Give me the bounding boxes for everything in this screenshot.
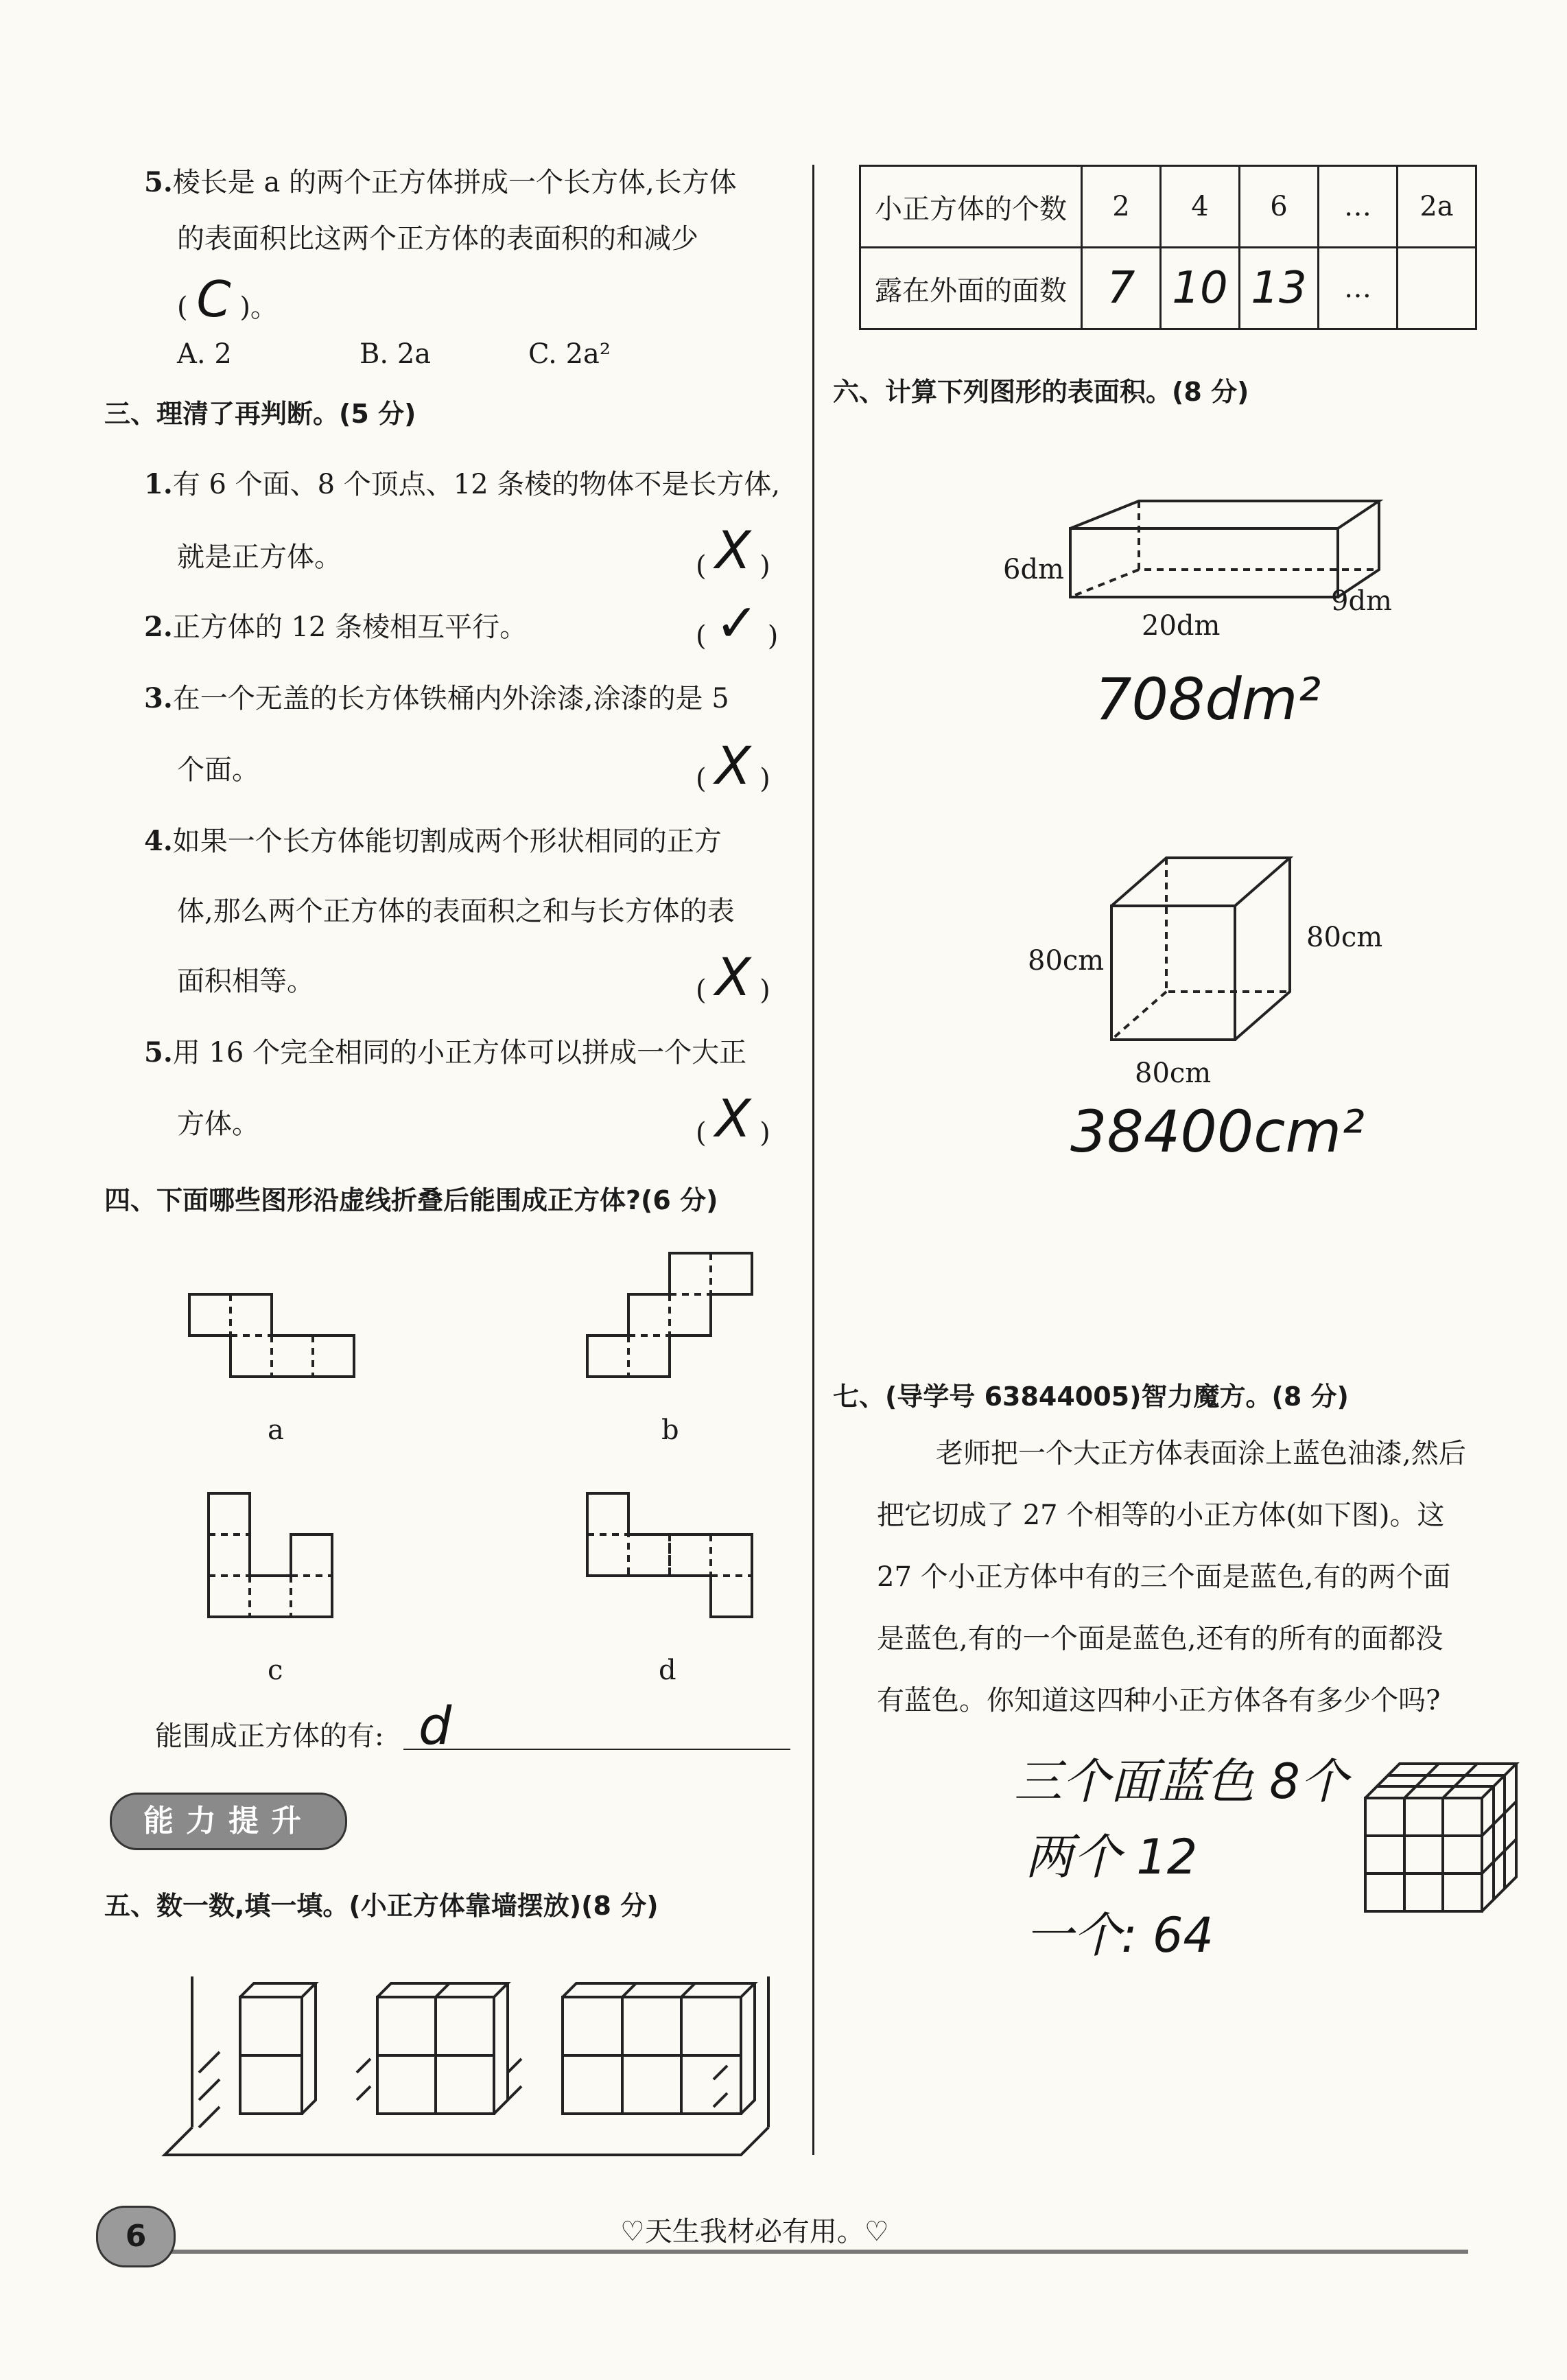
table-cell: 露在外面的面数	[860, 248, 1082, 329]
q5-line1	[144, 162, 737, 203]
cuboid-width-label: 9dm	[1331, 585, 1392, 617]
judge-item-5-number: 5.	[144, 1036, 173, 1069]
table-cell[interactable]	[1398, 248, 1476, 329]
sec7-handwritten-line-1[interactable]: 三个面蓝色 8个	[1014, 1753, 1348, 1810]
footer-motto	[620, 2211, 889, 2252]
section-5-title: 五、数一数,填一填。(小正方体靠墙摆放)(8 分)	[104, 1891, 659, 1921]
sec7-para-4: 是蓝色,有的一个面是蓝色,还有的所有的面都没	[877, 1623, 1444, 1655]
judge-item-5-mark[interactable]: X	[715, 1088, 751, 1149]
net-d	[587, 1493, 752, 1617]
sec4-handwritten-answer[interactable]: d	[419, 1695, 452, 1756]
cuboid-length-label: 20dm	[1142, 610, 1221, 642]
sec7-handwritten-line-2[interactable]: 两个 12	[1025, 1829, 1198, 1885]
paren-open: (	[177, 292, 188, 323]
paren-open: (	[696, 550, 707, 582]
sec4-answer-line[interactable]	[403, 1749, 790, 1750]
judge-item-3-mark[interactable]: X	[715, 735, 751, 796]
judge-item-1-line1	[144, 464, 780, 505]
table-cell: 2a	[1398, 166, 1476, 248]
column-divider	[812, 165, 814, 2155]
sec7-para-1: 老师把一个大正方体表面涂上蓝色油漆,然后	[936, 1438, 1466, 1469]
sec7-para-5: 有蓝色。你知道这四种小正方体各有多少个吗?	[877, 1685, 1441, 1716]
cube-nets	[178, 1242, 782, 1695]
q5-line3	[177, 270, 278, 328]
table-cell: 小正方体的个数	[860, 166, 1082, 248]
table-row	[860, 166, 1476, 248]
judge-item-4-number: 4.	[144, 825, 173, 857]
table-cell: 4	[1161, 166, 1240, 248]
judge-item-1-mark[interactable]: X	[715, 520, 751, 581]
paren-close: )	[759, 975, 770, 1006]
judge-item-5-text: 用 16 个完全相同的小正方体可以拼成一个大正	[172, 1037, 747, 1069]
judge-item-2-mark[interactable]: ✓	[715, 592, 759, 653]
judge-item-2-number: 2.	[144, 611, 173, 643]
stacked-cubes-figure	[151, 1935, 782, 2169]
table-row	[860, 248, 1476, 329]
paren-close: )	[767, 620, 779, 652]
q5-line2: 的表面积比这两个正方体的表面积的和减少	[177, 223, 698, 255]
sec7-handwritten-line-3[interactable]: 一个: 64	[1025, 1907, 1214, 1963]
q5-option-a: A. 2	[177, 338, 232, 370]
paren-open: (	[696, 975, 707, 1006]
judge-item-5-line2: 方体。	[177, 1108, 259, 1140]
net-label-d: d	[659, 1655, 676, 1686]
paren-close: )	[759, 550, 770, 582]
judge-item-5-line1	[144, 1032, 746, 1073]
paren-close: )。	[239, 292, 278, 323]
section-4-title: 四、下面哪些图形沿虚线折叠后能围成正方体?(6 分)	[104, 1185, 718, 1215]
q5-option-c: C. 2a²	[528, 338, 611, 370]
rubik-cube-figure	[1358, 1757, 1523, 1915]
paren-open: (	[696, 763, 707, 795]
handwritten-cell[interactable]: 10	[1161, 248, 1240, 329]
table-cell: 6	[1240, 166, 1319, 248]
cuboid-height-label: 6dm	[1003, 554, 1064, 585]
judge-item-2-line1	[144, 607, 527, 648]
section-3-title: 三、理清了再判断。(5 分)	[104, 399, 416, 429]
net-label-b: b	[661, 1414, 679, 1446]
table-cell: …	[1319, 248, 1398, 329]
q5-number: 5.	[144, 166, 173, 198]
judge-item-3-number: 3.	[144, 682, 173, 714]
judge-item-1-line2: 就是正方体。	[177, 541, 342, 573]
sec7-para-2: 把它切成了 27 个相等的小正方体(如下图)。这	[877, 1500, 1445, 1531]
judge-item-3-paren	[696, 735, 785, 800]
q5-option-b: B. 2a	[360, 338, 432, 370]
cube-figure	[1098, 851, 1304, 1050]
paren-close: )	[759, 1117, 770, 1149]
cube-bottom-label: 80cm	[1135, 1058, 1212, 1089]
judge-item-1-text: 有 6 个面、8 个顶点、12 条棱的物体不是长方体,	[172, 469, 781, 500]
judge-item-4-line2: 体,那么两个正方体的表面积之和与长方体的表	[177, 896, 735, 927]
judge-item-1-number: 1.	[144, 468, 173, 500]
count-table	[859, 165, 1477, 330]
judge-item-4-line3: 面积相等。	[177, 966, 314, 997]
net-a	[189, 1294, 354, 1377]
judge-item-3-line1	[144, 678, 729, 719]
net-label-a: a	[268, 1414, 284, 1446]
paren-close: )	[759, 763, 770, 795]
paren-open: (	[696, 1117, 707, 1149]
paren-open: (	[696, 620, 707, 652]
handwritten-cell[interactable]: 13	[1240, 248, 1319, 329]
judge-item-5-paren	[696, 1088, 785, 1154]
q5-text-1: 棱长是 a 的两个正方体拼成一个长方体,长方体	[172, 167, 737, 198]
section-6-title: 六、计算下列图形的表面积。(8 分)	[833, 377, 1249, 407]
cube-handwritten-answer[interactable]: 38400cm²	[1070, 1098, 1365, 1165]
cuboid-handwritten-answer[interactable]: 708dm²	[1095, 666, 1321, 733]
net-c	[209, 1493, 332, 1617]
footer-motto-text: 天生我材必有用。	[644, 2216, 864, 2248]
judge-item-4-line1	[144, 821, 722, 862]
judge-item-3-text: 在一个无盖的长方体铁桶内外涂漆,涂漆的是 5	[172, 683, 729, 714]
net-label-c: c	[268, 1655, 283, 1686]
cube-right-label: 80cm	[1306, 922, 1383, 953]
table-cell: 2	[1082, 166, 1161, 248]
judge-item-2-paren	[696, 592, 785, 657]
handwritten-cell[interactable]: 7	[1082, 248, 1161, 329]
judge-item-4-mark[interactable]: X	[715, 946, 751, 1007]
judge-item-4-paren	[696, 946, 785, 1011]
judge-item-1-paren	[696, 520, 785, 587]
q5-handwritten-answer[interactable]: C	[196, 270, 231, 328]
sec7-para-3: 27 个小正方体中有的三个面是蓝色,有的两个面	[877, 1561, 1451, 1593]
page-number: 6	[96, 2206, 176, 2267]
heart-icon: ♡	[620, 2216, 645, 2248]
section-7-title: 七、(导学号 63844005)智力魔方。(8 分)	[833, 1381, 1349, 1412]
judge-item-4-text: 如果一个长方体能切割成两个形状相同的正方	[172, 826, 722, 857]
cube-left-label: 80cm	[1028, 945, 1105, 977]
judge-item-3-line2: 个面。	[177, 754, 259, 786]
judge-item-2-text: 正方体的 12 条棱相互平行。	[172, 611, 528, 643]
table-cell: …	[1319, 166, 1398, 248]
ability-badge: 能力提升	[110, 1793, 347, 1850]
sec4-answer-label: 能围成正方体的有:	[155, 1720, 384, 1752]
net-b	[587, 1253, 752, 1377]
heart-icon: ♡	[864, 2216, 889, 2248]
